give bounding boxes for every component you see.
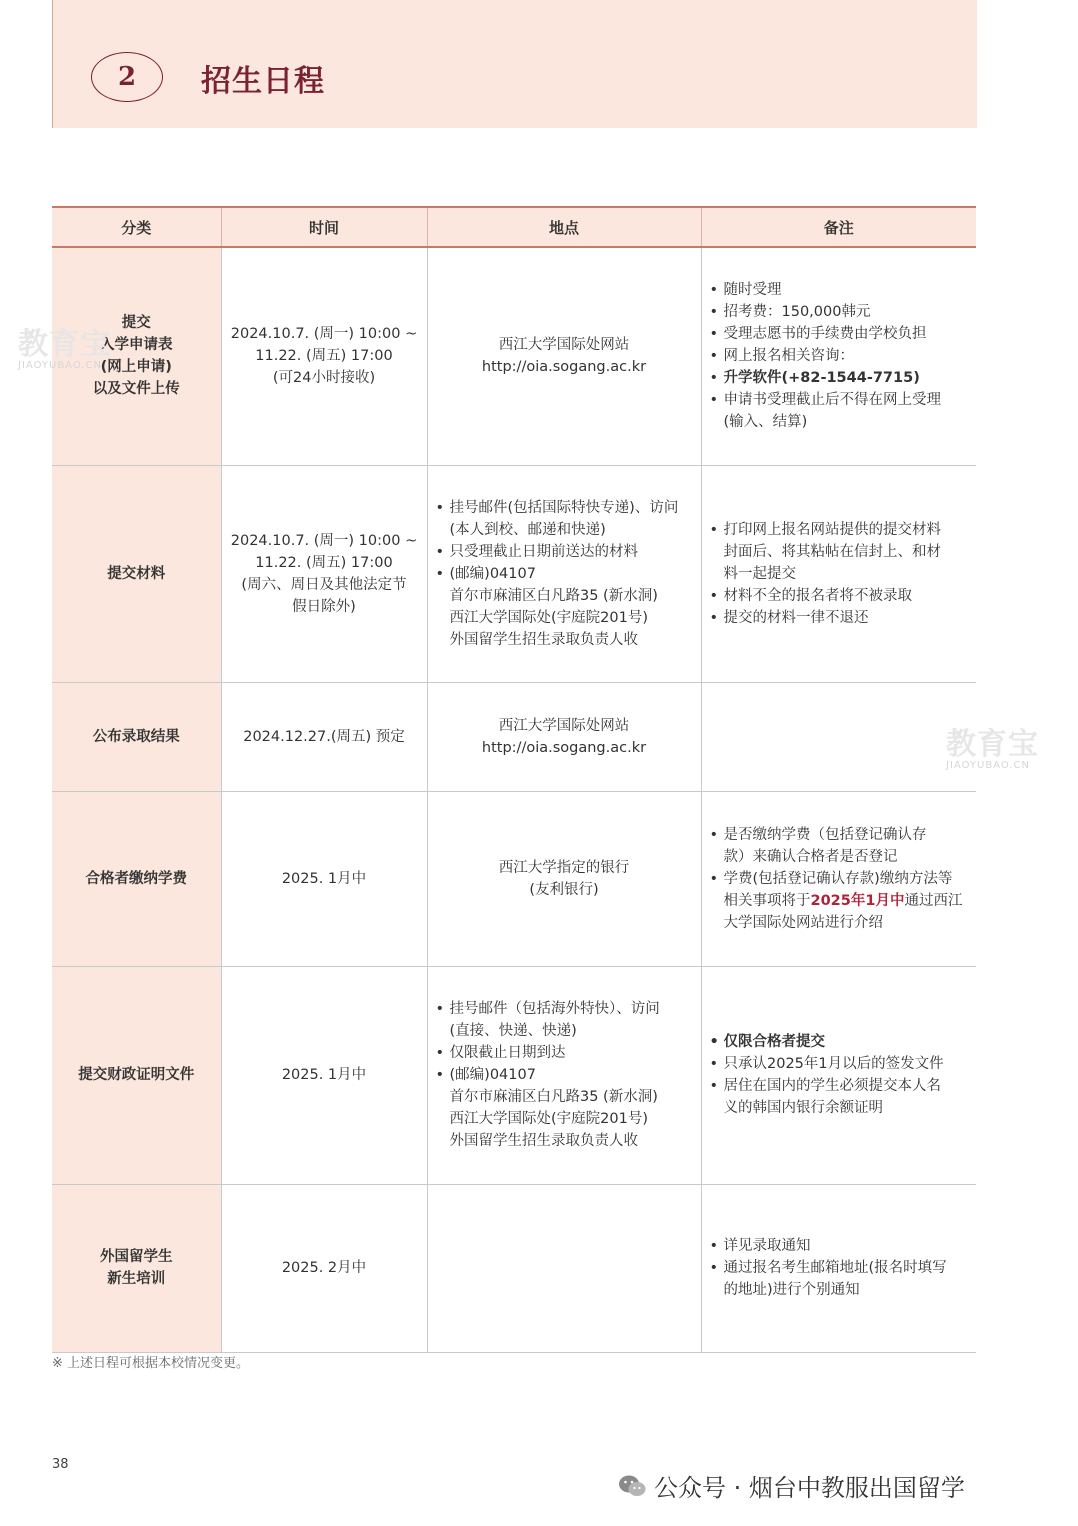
footnote: ※ 上述日程可根据本校情况变更。 [52, 1356, 250, 1371]
website-url: http://oia.sogang.ac.kr [481, 359, 647, 376]
list-item: • 网上报名相关咨询： [710, 345, 971, 367]
section-number-badge: 2 [91, 52, 163, 102]
row-category: 外国留学生 新生培训 [52, 1184, 221, 1352]
row-category: 提交财政证明文件 [52, 966, 221, 1184]
inquiry-contact: 升学软件(+82-1544-7715) [723, 370, 920, 387]
column-header-place: 地点 [427, 207, 701, 247]
row-place: 西江大学国际处网站 http://oia.sogang.ac.kr [427, 682, 701, 791]
list-item: • 仅限截止日期到达 [436, 1042, 693, 1064]
row-notes: • 仅限合格者提交 • 只承认2025年1月以后的签发文件 • 居住在国内的学生必须提交本人名 义的韩国内银行余额证明 [701, 966, 976, 1184]
section-title: 招生日程 [201, 64, 325, 99]
row-category: 提交 入学申请表 (网上申请) 以及文件上传 [52, 247, 221, 465]
watermark: 教育宝 JIAOYUBAO.CN [18, 327, 111, 371]
row-place: 西江大学国际处网站 http://oia.sogang.ac.kr [427, 247, 701, 465]
table-row [52, 966, 976, 1184]
list-item: • 是否缴纳学费（包括登记确认存 [710, 824, 971, 846]
list-item: • 申请书受理截止后不得在网上受理 [710, 389, 971, 411]
list-item: • 只受理截止日期前送达的材料 [436, 541, 693, 563]
row-notes [701, 682, 976, 791]
row-category: 合格者缴纳学费 [52, 791, 221, 966]
column-header-time: 时间 [221, 207, 427, 247]
list-item: • 挂号邮件(包括国际特快专递)、访问 [436, 497, 693, 519]
list-item: • 提交的材料一律不退还 [710, 607, 971, 629]
row-place [427, 1184, 701, 1352]
row-time: 2025. 2月中 [221, 1184, 427, 1352]
table-row [52, 682, 976, 791]
section-header [52, 0, 977, 128]
list-item: • 仅限合格者提交 [710, 1031, 971, 1053]
column-header-notes: 备注 [701, 207, 976, 247]
watermark: 教育宝 JIAOYUBAO.CN [946, 727, 1039, 771]
wechat-footer [618, 1468, 965, 1503]
row-place: 西江大学指定的银行 (友利银行) [427, 791, 701, 966]
row-notes: • 详见录取通知 • 通过报名考生邮箱地址(报名时填写 的地址)进行个别通知 [701, 1184, 976, 1352]
list-item: • 打印网上报名网站提供的提交材料 [710, 519, 971, 541]
row-time: 2025. 1月中 [221, 966, 427, 1184]
list-item [710, 367, 971, 389]
list-item: • 居住在国内的学生必须提交本人名 [710, 1075, 971, 1097]
website-url: http://oia.sogang.ac.kr [481, 739, 647, 756]
row-notes: • 打印网上报名网站提供的提交材料 封面后、将其粘帖在信封上、和材 料一起提交 • 材料不全的报名者将不被录取 • 提交的材料一律不退还 [701, 465, 976, 682]
list-item: • 通过报名考生邮箱地址(报名时填写 [710, 1257, 971, 1279]
list-item: • 招考费：150,000韩元 [710, 301, 971, 323]
table-row [52, 791, 976, 966]
row-place: • 挂号邮件(包括国际特快专递)、访问 (本人到校、邮递和快递) • 只受理截止日期前送达的材料 • (邮编)04107 首尔市麻浦区白凡路35 (新水洞) 西江大学国际处(宇庭院201号) 外国留学生招生录取负责人收 [427, 465, 701, 682]
row-time: 2025. 1月中 [221, 791, 427, 966]
row-notes: • 是否缴纳学费（包括登记确认存 款）来确认合格者是否登记 • 学费(包括登记确认存款)缴纳方法等 相关事项将于2025年1月中通过西江 大学国际处网站进行介绍 [701, 791, 976, 966]
row-category: 公布录取结果 [52, 682, 221, 791]
wechat-icon [618, 1474, 646, 1498]
highlight-date: 2025年1月中 [810, 892, 905, 909]
list-item: • 受理志愿书的手续费由学校负担 [710, 323, 971, 345]
list-item: • 详见录取通知 [710, 1235, 971, 1257]
list-item: • 随时受理 [710, 279, 971, 301]
list-item: • 挂号邮件（包括海外特快）、访问 [436, 998, 693, 1020]
table-header-row [52, 207, 976, 247]
row-time: 2024.10.7. (周一) 10:00 ~ 11.22. (周五) 17:00 (可24小时接收) [221, 247, 427, 465]
row-category: 提交材料 [52, 465, 221, 682]
row-notes: • 随时受理 • 招考费：150,000韩元 • 受理志愿书的手续费由学校负担 • 网上报名相关咨询： • 升学软件(+82-1544-7715) • 申请书受理截止后不得在网上受理 (输入、结算) [701, 247, 976, 465]
list-item: • 只承认2025年1月以后的签发文件 [710, 1053, 971, 1075]
row-time: 2024.12.27.(周五) 预定 [221, 682, 427, 791]
admission-schedule-table [52, 206, 976, 1353]
table-row [52, 247, 976, 465]
row-place: • 挂号邮件（包括海外特快）、访问 (直接、快递、快递) • 仅限截止日期到达 • (邮编)04107 首尔市麻浦区白凡路35 (新水洞) 西江大学国际处(宇庭院201号) 外国留学生招生录取负责人收 [427, 966, 701, 1184]
list-item: • (邮编)04107 [436, 1064, 693, 1086]
list-item: • (邮编)04107 [436, 563, 693, 585]
table-row [52, 1184, 976, 1352]
footer-text: 公众号 · 烟台中教服出国留学 [654, 1474, 965, 1502]
column-header-category: 分类 [52, 207, 221, 247]
table-row [52, 465, 976, 682]
list-item: • 材料不全的报名者将不被录取 [710, 585, 971, 607]
row-time: 2024.10.7. (周一) 10:00 ~ 11.22. (周五) 17:00 (周六、周日及其他法定节 假日除外) [221, 465, 427, 682]
list-item: • 学费(包括登记确认存款)缴纳方法等 [710, 868, 971, 890]
page-number: 38 [52, 1457, 69, 1472]
